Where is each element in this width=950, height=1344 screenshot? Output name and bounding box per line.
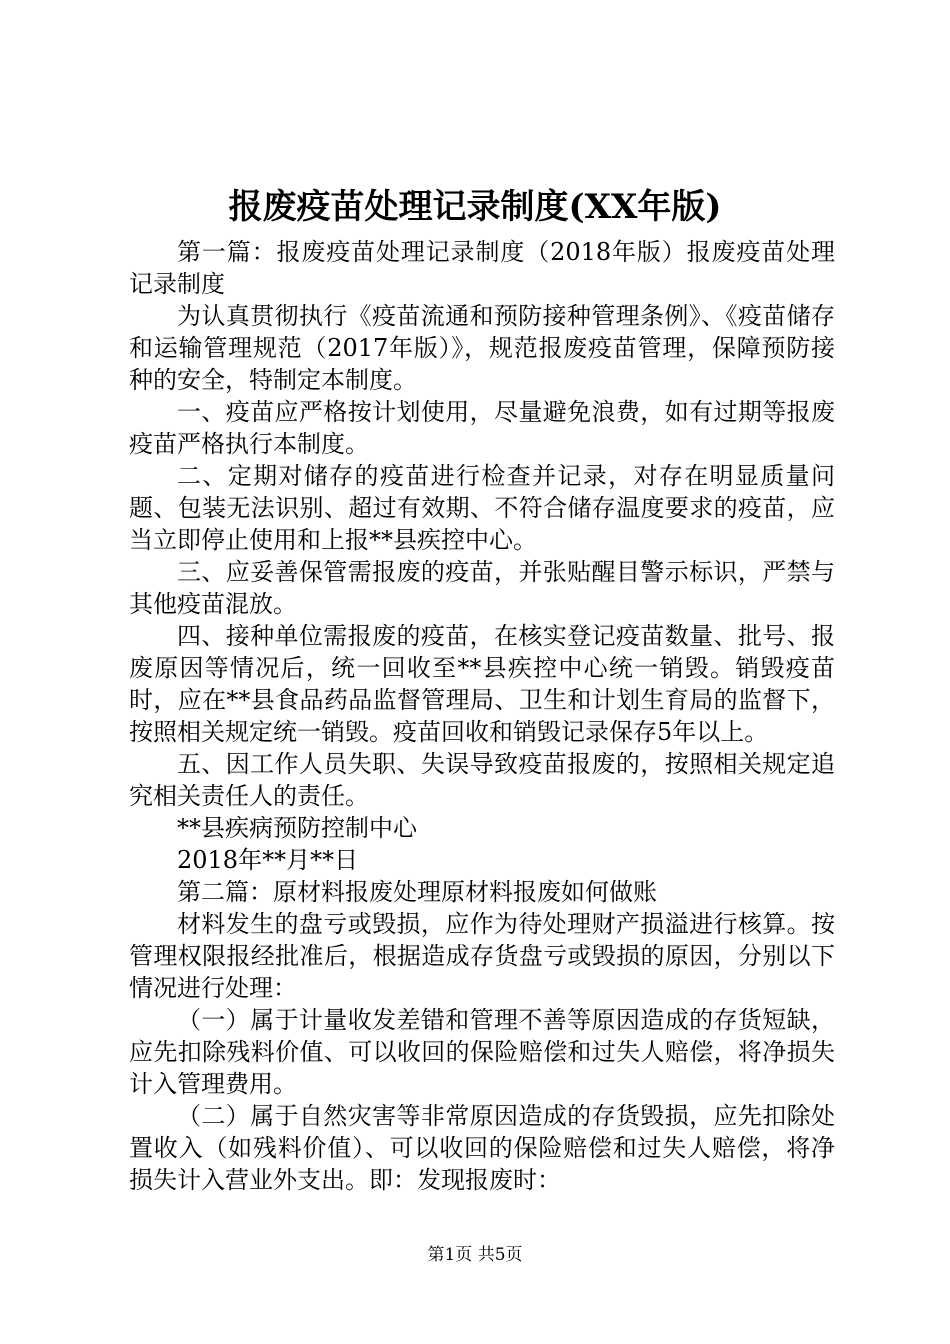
page-number-footer: 第1页 共5页	[427, 1245, 523, 1265]
paragraph-material-loss: 材料发生的盘亏或毁损，应作为待处理财产损溢进行核算。按管理权限报经批准后，根据造成存货盘亏或毁损的原因，分别以下情况进行处理：	[129, 910, 835, 1002]
paragraph-case-two: （二）属于自然灾害等非常原因造成的存货毁损，应先扣除处置收入（如残料价值）、可以收回的保险赔偿和过失人赔偿，将净损失计入营业外支出。即：发现报废时：	[129, 1102, 835, 1194]
paragraph-item-three: 三、应妥善保管需报废的疫苗，并张贴醒目警示标识，严禁与其他疫苗混放。	[129, 558, 835, 618]
paragraph-case-one: （一）属于计量收发差错和管理不善等原因造成的存货短缺，应先扣除残料价值、可以收回的保险赔偿和过失人赔偿，将净损失计入管理费用。	[129, 1006, 835, 1098]
paragraph-item-four: 四、接种单位需报废的疫苗，在核实登记疫苗数量、批号、报废原因等情况后，统一回收至**县疾控中心统一销毁。销毁疫苗时，应在**县食品药品监督管理局、卫生和计划生育局的监督下，按照相关规定统一销毁。疫苗回收和销毁记录保存5年以上。	[129, 622, 835, 746]
signature-organization: **县疾病预防控制中心	[177, 814, 417, 842]
paragraph-part-one-heading: 第一篇：报废疫苗处理记录制度（2018年版）报废疫苗处理记录制度	[129, 238, 835, 298]
paragraph-item-one: 一、疫苗应严格按计划使用，尽量避免浪费，如有过期等报废疫苗严格执行本制度。	[129, 398, 835, 458]
signature-date: 2018年**月**日	[177, 846, 359, 874]
paragraph-item-two: 二、定期对储存的疫苗进行检查并记录，对存在明显质量问题、包装无法识别、超过有效期、不符合储存温度要求的疫苗，应当立即停止使用和上报**县疾控中心。	[129, 462, 835, 554]
paragraph-purpose: 为认真贯彻执行《疫苗流通和预防接种管理条例》、《疫苗储存和运输管理规范（2017年版）》，规范报废疫苗管理，保障预防接种的安全，特制定本制度。	[129, 302, 835, 394]
paragraph-part-two-heading: 第二篇：原材料报废处理原材料报废如何做账	[177, 878, 657, 906]
paragraph-item-five: 五、因工作人员失职、失误导致疫苗报废的，按照相关规定追究相关责任人的责任。	[129, 750, 835, 810]
document-title: 报废疫苗处理记录制度(XX年版)	[228, 187, 722, 227]
document-body	[129, 236, 835, 1196]
